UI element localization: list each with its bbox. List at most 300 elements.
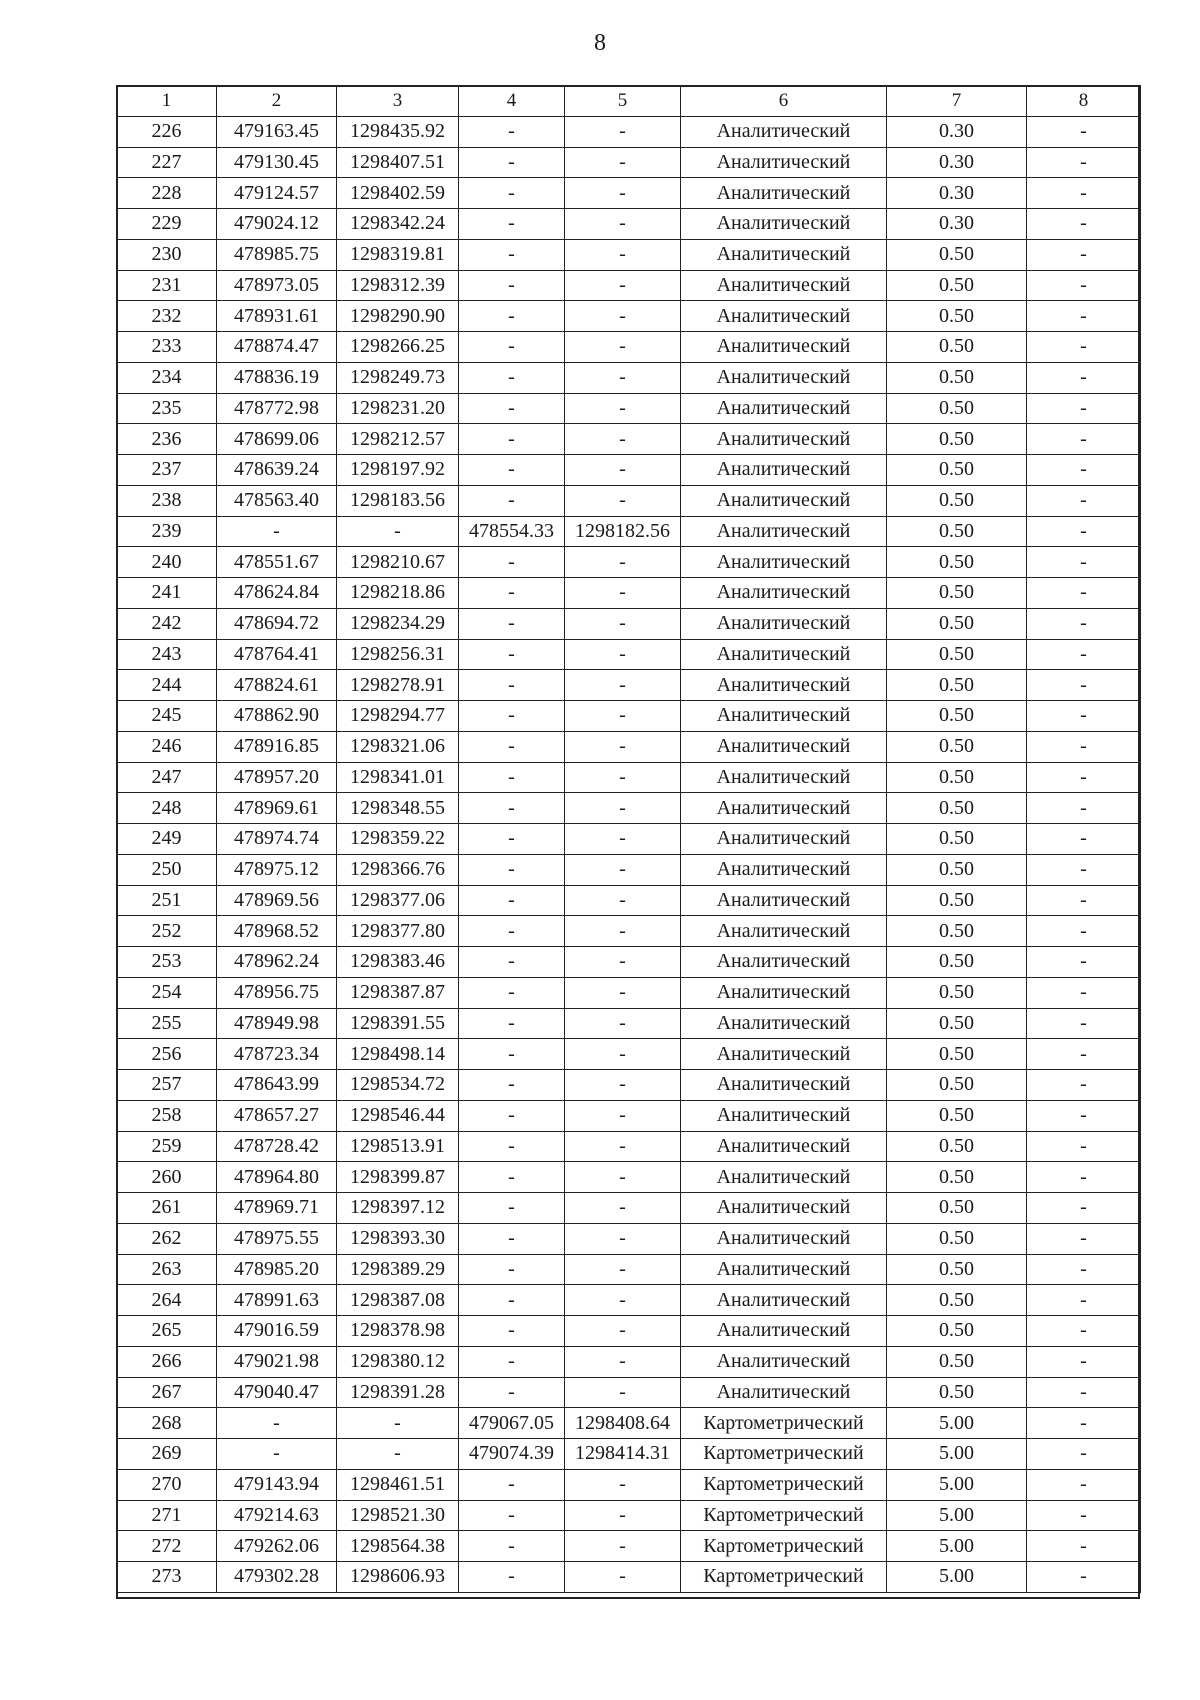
accuracy-cell: 0.50 xyxy=(887,885,1027,916)
y-coordinate-cell: 1298377.80 xyxy=(337,916,459,947)
accuracy-cell: 0.50 xyxy=(887,1008,1027,1039)
point-number-cell: 270 xyxy=(117,1469,217,1500)
table-row xyxy=(117,209,1141,240)
x-coordinate-cell: 478969.71 xyxy=(217,1193,337,1224)
method-cell: Картометрический xyxy=(681,1500,887,1531)
note-cell: - xyxy=(1027,701,1141,732)
x-coordinate-cell: 479262.06 xyxy=(217,1531,337,1562)
table-row xyxy=(117,1070,1141,1101)
note-cell: - xyxy=(1027,824,1141,855)
x-coordinate-cell: - xyxy=(217,516,337,547)
table-row xyxy=(117,1254,1141,1285)
note-cell: - xyxy=(1027,485,1141,516)
y-coordinate-cell: 1298393.30 xyxy=(337,1223,459,1254)
table-row xyxy=(117,947,1141,978)
x-coordinate-cell: 478985.20 xyxy=(217,1254,337,1285)
x-coordinate-cell: 479021.98 xyxy=(217,1346,337,1377)
table-row xyxy=(117,239,1141,270)
point-number-cell: 227 xyxy=(117,147,217,178)
method-cell: Аналитический xyxy=(681,516,887,547)
method-cell: Аналитический xyxy=(681,885,887,916)
note-cell: - xyxy=(1027,1531,1141,1562)
accuracy-cell: 0.30 xyxy=(887,116,1027,147)
x-coordinate-cell: 479124.57 xyxy=(217,178,337,209)
y-coordinate-cell: 1298278.91 xyxy=(337,670,459,701)
accuracy-cell: 0.50 xyxy=(887,1254,1027,1285)
note-cell: - xyxy=(1027,578,1141,609)
x-new-cell: - xyxy=(459,854,565,885)
x-coordinate-cell: 478974.74 xyxy=(217,824,337,855)
accuracy-cell: 0.30 xyxy=(887,178,1027,209)
x-coordinate-cell: - xyxy=(217,1439,337,1470)
note-cell: - xyxy=(1027,547,1141,578)
y-coordinate-cell: 1298380.12 xyxy=(337,1346,459,1377)
accuracy-cell: 0.30 xyxy=(887,147,1027,178)
point-number-cell: 246 xyxy=(117,731,217,762)
note-cell: - xyxy=(1027,1223,1141,1254)
y-coordinate-cell: 1298461.51 xyxy=(337,1469,459,1500)
y-new-cell: - xyxy=(565,793,681,824)
note-cell: - xyxy=(1027,762,1141,793)
x-new-cell: - xyxy=(459,455,565,486)
y-coordinate-cell: 1298290.90 xyxy=(337,301,459,332)
y-new-cell: - xyxy=(565,1500,681,1531)
y-coordinate-cell: 1298391.28 xyxy=(337,1377,459,1408)
note-cell: - xyxy=(1027,731,1141,762)
x-new-cell: - xyxy=(459,762,565,793)
accuracy-cell: 0.50 xyxy=(887,362,1027,393)
y-coordinate-cell: 1298399.87 xyxy=(337,1162,459,1193)
table-row xyxy=(117,639,1141,670)
x-coordinate-cell: 478969.56 xyxy=(217,885,337,916)
accuracy-cell: 0.50 xyxy=(887,1070,1027,1101)
method-cell: Аналитический xyxy=(681,362,887,393)
point-number-cell: 266 xyxy=(117,1346,217,1377)
point-number-cell: 252 xyxy=(117,916,217,947)
x-new-cell: - xyxy=(459,147,565,178)
x-new-cell: - xyxy=(459,1346,565,1377)
accuracy-cell: 0.50 xyxy=(887,547,1027,578)
table-row xyxy=(117,670,1141,701)
y-new-cell: - xyxy=(565,1254,681,1285)
note-cell: - xyxy=(1027,116,1141,147)
accuracy-cell: 0.50 xyxy=(887,977,1027,1008)
note-cell: - xyxy=(1027,1008,1141,1039)
x-new-cell: - xyxy=(459,1008,565,1039)
x-coordinate-cell: 478824.61 xyxy=(217,670,337,701)
x-new-cell: 479074.39 xyxy=(459,1439,565,1470)
x-new-cell: - xyxy=(459,1469,565,1500)
x-coordinate-cell: 478949.98 xyxy=(217,1008,337,1039)
method-cell: Аналитический xyxy=(681,639,887,670)
point-number-cell: 249 xyxy=(117,824,217,855)
x-coordinate-cell: 478657.27 xyxy=(217,1100,337,1131)
point-number-cell: 244 xyxy=(117,670,217,701)
point-number-cell: 230 xyxy=(117,239,217,270)
method-cell: Аналитический xyxy=(681,178,887,209)
table-row xyxy=(117,578,1141,609)
column-header: 6 xyxy=(681,86,887,117)
note-cell: - xyxy=(1027,670,1141,701)
table-row xyxy=(117,1500,1141,1531)
accuracy-cell: 0.50 xyxy=(887,670,1027,701)
accuracy-cell: 0.50 xyxy=(887,1223,1027,1254)
y-new-cell: - xyxy=(565,1008,681,1039)
x-new-cell: - xyxy=(459,1531,565,1562)
y-coordinate-cell: 1298183.56 xyxy=(337,485,459,516)
accuracy-cell: 0.50 xyxy=(887,793,1027,824)
y-coordinate-cell: 1298348.55 xyxy=(337,793,459,824)
point-number-cell: 253 xyxy=(117,947,217,978)
x-coordinate-cell: 478991.63 xyxy=(217,1285,337,1316)
accuracy-cell: 0.30 xyxy=(887,209,1027,240)
y-new-cell: - xyxy=(565,1562,681,1593)
method-cell: Аналитический xyxy=(681,485,887,516)
method-cell: Картометрический xyxy=(681,1408,887,1439)
table-row xyxy=(117,1100,1141,1131)
y-coordinate-cell: 1298218.86 xyxy=(337,578,459,609)
y-new-cell: - xyxy=(565,1162,681,1193)
y-coordinate-cell: - xyxy=(337,516,459,547)
x-new-cell: - xyxy=(459,1254,565,1285)
point-number-cell: 248 xyxy=(117,793,217,824)
y-new-cell: - xyxy=(565,1100,681,1131)
y-new-cell: - xyxy=(565,1039,681,1070)
table-row xyxy=(117,854,1141,885)
table-row xyxy=(117,1162,1141,1193)
accuracy-cell: 0.50 xyxy=(887,455,1027,486)
point-number-cell: 238 xyxy=(117,485,217,516)
note-cell: - xyxy=(1027,1408,1141,1439)
note-cell: - xyxy=(1027,239,1141,270)
accuracy-cell: 5.00 xyxy=(887,1408,1027,1439)
y-new-cell: - xyxy=(565,1193,681,1224)
x-new-cell: - xyxy=(459,1039,565,1070)
y-coordinate-cell: 1298387.87 xyxy=(337,977,459,1008)
accuracy-cell: 0.50 xyxy=(887,762,1027,793)
note-cell: - xyxy=(1027,1254,1141,1285)
table-row xyxy=(117,916,1141,947)
method-cell: Аналитический xyxy=(681,977,887,1008)
x-coordinate-cell: 478764.41 xyxy=(217,639,337,670)
method-cell: Картометрический xyxy=(681,1439,887,1470)
note-cell: - xyxy=(1027,1100,1141,1131)
y-coordinate-cell: 1298321.06 xyxy=(337,731,459,762)
x-new-cell: - xyxy=(459,639,565,670)
method-cell: Аналитический xyxy=(681,793,887,824)
y-new-cell: - xyxy=(565,947,681,978)
point-number-cell: 265 xyxy=(117,1316,217,1347)
table-row xyxy=(117,701,1141,732)
y-new-cell: 1298408.64 xyxy=(565,1408,681,1439)
table-row xyxy=(117,301,1141,332)
accuracy-cell: 0.50 xyxy=(887,393,1027,424)
y-coordinate-cell: 1298521.30 xyxy=(337,1500,459,1531)
x-new-cell: - xyxy=(459,578,565,609)
y-coordinate-cell: 1298319.81 xyxy=(337,239,459,270)
x-coordinate-cell: 479214.63 xyxy=(217,1500,337,1531)
x-new-cell: - xyxy=(459,916,565,947)
x-coordinate-cell: 478772.98 xyxy=(217,393,337,424)
y-new-cell: - xyxy=(565,1346,681,1377)
method-cell: Аналитический xyxy=(681,916,887,947)
y-coordinate-cell: 1298387.08 xyxy=(337,1285,459,1316)
accuracy-cell: 5.00 xyxy=(887,1439,1027,1470)
y-new-cell: - xyxy=(565,547,681,578)
point-number-cell: 271 xyxy=(117,1500,217,1531)
note-cell: - xyxy=(1027,393,1141,424)
x-new-cell: - xyxy=(459,608,565,639)
y-coordinate-cell: 1298234.29 xyxy=(337,608,459,639)
table-row xyxy=(117,270,1141,301)
table-row xyxy=(117,1008,1141,1039)
y-new-cell: - xyxy=(565,147,681,178)
x-new-cell: - xyxy=(459,793,565,824)
y-new-cell: - xyxy=(565,977,681,1008)
x-coordinate-cell: 478957.20 xyxy=(217,762,337,793)
x-coordinate-cell: 478975.55 xyxy=(217,1223,337,1254)
note-cell: - xyxy=(1027,1346,1141,1377)
y-coordinate-cell: 1298606.93 xyxy=(337,1562,459,1593)
note-cell: - xyxy=(1027,1562,1141,1593)
table-row xyxy=(117,793,1141,824)
x-coordinate-cell: 479302.28 xyxy=(217,1562,337,1593)
method-cell: Картометрический xyxy=(681,1531,887,1562)
x-new-cell: - xyxy=(459,977,565,1008)
point-number-cell: 269 xyxy=(117,1439,217,1470)
method-cell: Аналитический xyxy=(681,209,887,240)
note-cell: - xyxy=(1027,270,1141,301)
x-coordinate-cell: 478643.99 xyxy=(217,1070,337,1101)
y-coordinate-cell: 1298513.91 xyxy=(337,1131,459,1162)
x-coordinate-cell: 478874.47 xyxy=(217,332,337,363)
point-number-cell: 251 xyxy=(117,885,217,916)
table-row xyxy=(117,332,1141,363)
y-coordinate-cell: 1298210.67 xyxy=(337,547,459,578)
y-new-cell: - xyxy=(565,1469,681,1500)
method-cell: Аналитический xyxy=(681,1008,887,1039)
method-cell: Аналитический xyxy=(681,1131,887,1162)
point-number-cell: 250 xyxy=(117,854,217,885)
y-new-cell: - xyxy=(565,1070,681,1101)
table-row xyxy=(117,885,1141,916)
table-row xyxy=(117,455,1141,486)
point-number-cell: 259 xyxy=(117,1131,217,1162)
y-new-cell: - xyxy=(565,1377,681,1408)
x-new-cell: - xyxy=(459,116,565,147)
y-new-cell: - xyxy=(565,270,681,301)
x-new-cell: - xyxy=(459,1562,565,1593)
x-coordinate-cell: 479016.59 xyxy=(217,1316,337,1347)
y-new-cell: - xyxy=(565,455,681,486)
table-body xyxy=(117,116,1141,1592)
method-cell: Аналитический xyxy=(681,1346,887,1377)
accuracy-cell: 0.50 xyxy=(887,485,1027,516)
x-coordinate-cell: 479130.45 xyxy=(217,147,337,178)
x-new-cell: 478554.33 xyxy=(459,516,565,547)
table-row xyxy=(117,393,1141,424)
y-coordinate-cell: 1298564.38 xyxy=(337,1531,459,1562)
point-number-cell: 267 xyxy=(117,1377,217,1408)
x-new-cell: - xyxy=(459,824,565,855)
accuracy-cell: 0.50 xyxy=(887,239,1027,270)
table-row xyxy=(117,424,1141,455)
accuracy-cell: 0.50 xyxy=(887,1039,1027,1070)
y-new-cell: - xyxy=(565,731,681,762)
y-coordinate-cell: 1298312.39 xyxy=(337,270,459,301)
note-cell: - xyxy=(1027,1500,1141,1531)
accuracy-cell: 0.50 xyxy=(887,1162,1027,1193)
table-row xyxy=(117,977,1141,1008)
y-new-cell: - xyxy=(565,885,681,916)
table-row xyxy=(117,1193,1141,1224)
note-cell: - xyxy=(1027,424,1141,455)
point-number-cell: 258 xyxy=(117,1100,217,1131)
y-new-cell: - xyxy=(565,393,681,424)
x-new-cell: - xyxy=(459,1500,565,1531)
x-new-cell: - xyxy=(459,1285,565,1316)
y-coordinate-cell: 1298498.14 xyxy=(337,1039,459,1070)
table-row xyxy=(117,1223,1141,1254)
y-new-cell: - xyxy=(565,701,681,732)
method-cell: Аналитический xyxy=(681,1316,887,1347)
x-new-cell: - xyxy=(459,332,565,363)
table-row xyxy=(117,547,1141,578)
accuracy-cell: 5.00 xyxy=(887,1531,1027,1562)
column-header: 8 xyxy=(1027,86,1141,117)
note-cell: - xyxy=(1027,885,1141,916)
note-cell: - xyxy=(1027,1070,1141,1101)
method-cell: Аналитический xyxy=(681,1285,887,1316)
accuracy-cell: 0.50 xyxy=(887,916,1027,947)
method-cell: Аналитический xyxy=(681,608,887,639)
note-cell: - xyxy=(1027,947,1141,978)
method-cell: Аналитический xyxy=(681,1100,887,1131)
method-cell: Аналитический xyxy=(681,1070,887,1101)
x-new-cell: - xyxy=(459,701,565,732)
x-coordinate-cell: 479163.45 xyxy=(217,116,337,147)
y-coordinate-cell: 1298249.73 xyxy=(337,362,459,393)
method-cell: Аналитический xyxy=(681,116,887,147)
x-new-cell: - xyxy=(459,670,565,701)
y-coordinate-cell: - xyxy=(337,1408,459,1439)
method-cell: Аналитический xyxy=(681,547,887,578)
method-cell: Аналитический xyxy=(681,147,887,178)
x-coordinate-cell: 478964.80 xyxy=(217,1162,337,1193)
x-coordinate-cell: 478968.52 xyxy=(217,916,337,947)
method-cell: Аналитический xyxy=(681,1193,887,1224)
method-cell: Аналитический xyxy=(681,393,887,424)
point-number-cell: 234 xyxy=(117,362,217,393)
note-cell: - xyxy=(1027,793,1141,824)
note-cell: - xyxy=(1027,916,1141,947)
x-new-cell: - xyxy=(459,270,565,301)
method-cell: Аналитический xyxy=(681,1039,887,1070)
column-header: 5 xyxy=(565,86,681,117)
method-cell: Аналитический xyxy=(681,578,887,609)
x-coordinate-cell: 478563.40 xyxy=(217,485,337,516)
y-coordinate-cell: 1298294.77 xyxy=(337,701,459,732)
accuracy-cell: 0.50 xyxy=(887,947,1027,978)
point-number-cell: 261 xyxy=(117,1193,217,1224)
note-cell: - xyxy=(1027,301,1141,332)
point-number-cell: 272 xyxy=(117,1531,217,1562)
x-new-cell: - xyxy=(459,485,565,516)
y-new-cell: 1298182.56 xyxy=(565,516,681,547)
method-cell: Аналитический xyxy=(681,455,887,486)
y-new-cell: - xyxy=(565,424,681,455)
x-coordinate-cell: 479143.94 xyxy=(217,1469,337,1500)
y-coordinate-cell: - xyxy=(337,1439,459,1470)
x-new-cell: - xyxy=(459,424,565,455)
y-new-cell: - xyxy=(565,1285,681,1316)
x-new-cell: - xyxy=(459,239,565,270)
x-coordinate-cell: 478551.67 xyxy=(217,547,337,578)
note-cell: - xyxy=(1027,147,1141,178)
y-new-cell: - xyxy=(565,578,681,609)
x-coordinate-cell: 478728.42 xyxy=(217,1131,337,1162)
note-cell: - xyxy=(1027,608,1141,639)
table-row xyxy=(117,824,1141,855)
x-coordinate-cell: 478694.72 xyxy=(217,608,337,639)
method-cell: Аналитический xyxy=(681,239,887,270)
x-coordinate-cell: - xyxy=(217,1408,337,1439)
table-row xyxy=(117,1131,1141,1162)
method-cell: Аналитический xyxy=(681,1377,887,1408)
x-coordinate-cell: 478624.84 xyxy=(217,578,337,609)
y-coordinate-cell: 1298407.51 xyxy=(337,147,459,178)
note-cell: - xyxy=(1027,178,1141,209)
note-cell: - xyxy=(1027,1131,1141,1162)
method-cell: Аналитический xyxy=(681,824,887,855)
y-new-cell: - xyxy=(565,670,681,701)
point-number-cell: 254 xyxy=(117,977,217,1008)
table-row xyxy=(117,1285,1141,1316)
method-cell: Аналитический xyxy=(681,1254,887,1285)
x-coordinate-cell: 479024.12 xyxy=(217,209,337,240)
method-cell: Аналитический xyxy=(681,947,887,978)
x-new-cell: - xyxy=(459,1131,565,1162)
x-new-cell: - xyxy=(459,1223,565,1254)
accuracy-cell: 0.50 xyxy=(887,516,1027,547)
point-number-cell: 255 xyxy=(117,1008,217,1039)
y-coordinate-cell: 1298266.25 xyxy=(337,332,459,363)
table-row xyxy=(117,516,1141,547)
table-row xyxy=(117,1377,1141,1408)
method-cell: Аналитический xyxy=(681,670,887,701)
note-cell: - xyxy=(1027,1439,1141,1470)
point-number-cell: 231 xyxy=(117,270,217,301)
table-row xyxy=(117,1439,1141,1470)
y-new-cell: - xyxy=(565,332,681,363)
x-coordinate-cell: 478723.34 xyxy=(217,1039,337,1070)
method-cell: Картометрический xyxy=(681,1469,887,1500)
table-row xyxy=(117,1469,1141,1500)
x-coordinate-cell: 479040.47 xyxy=(217,1377,337,1408)
accuracy-cell: 5.00 xyxy=(887,1469,1027,1500)
point-number-cell: 226 xyxy=(117,116,217,147)
x-new-cell: - xyxy=(459,209,565,240)
x-coordinate-cell: 478969.61 xyxy=(217,793,337,824)
accuracy-cell: 0.50 xyxy=(887,1377,1027,1408)
x-coordinate-cell: 478862.90 xyxy=(217,701,337,732)
point-number-cell: 268 xyxy=(117,1408,217,1439)
x-coordinate-cell: 478836.19 xyxy=(217,362,337,393)
method-cell: Аналитический xyxy=(681,762,887,793)
y-coordinate-cell: 1298197.92 xyxy=(337,455,459,486)
note-cell: - xyxy=(1027,1039,1141,1070)
point-number-cell: 247 xyxy=(117,762,217,793)
